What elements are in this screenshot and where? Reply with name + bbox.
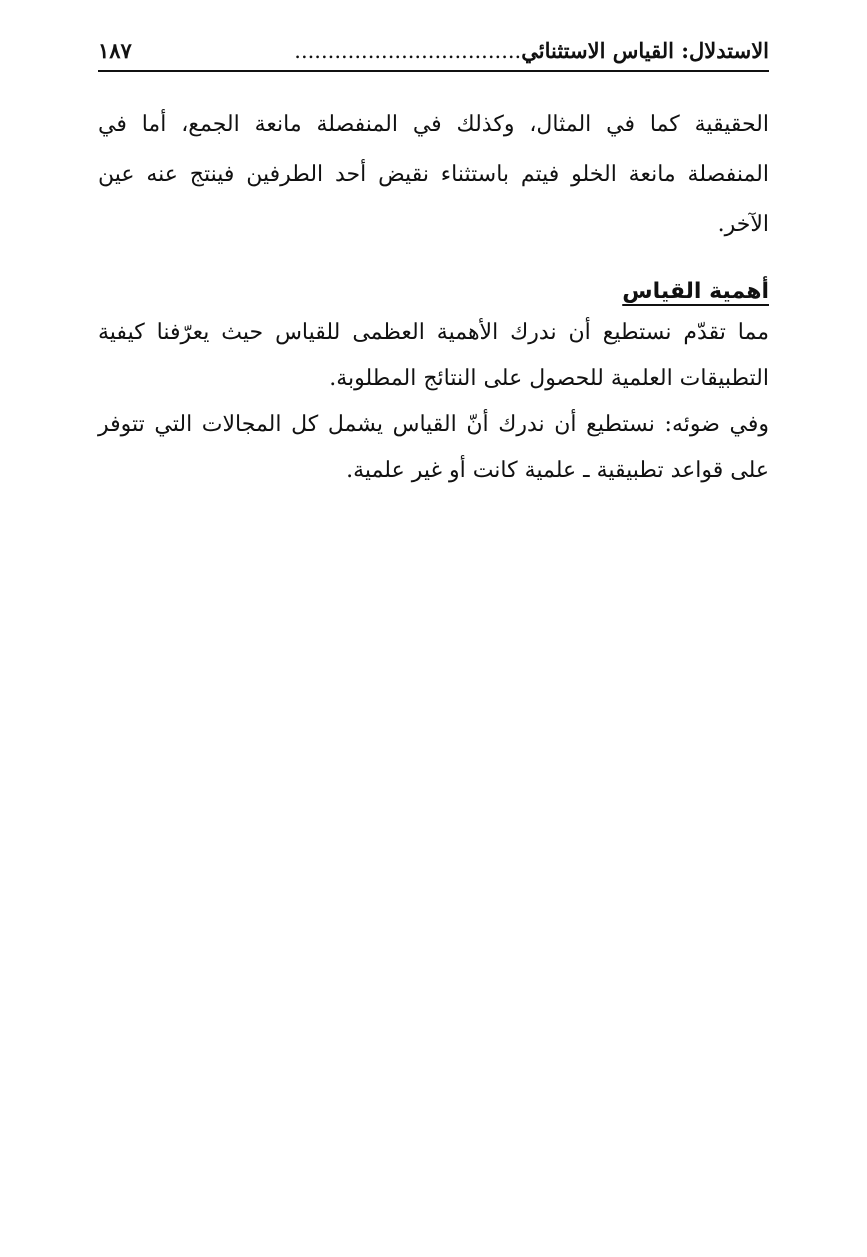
section-heading: أهمية القياس	[622, 279, 769, 304]
page-number: ١٨٧	[98, 38, 132, 63]
body-text	[98, 100, 769, 494]
header-rule	[98, 70, 769, 72]
paragraph-1: الحقيقية كما في المثال، وكذلك في المنفصلة مانعة الجمع، أما في المنفصلة مانعة الخلو فيتم باستثناء نقيض أحد الطرفين فينتج عنه عين الآخر.	[98, 112, 769, 237]
running-header	[98, 36, 769, 66]
paragraph-3: وفي ضوئه: نستطيع أن ندرك أنّ القياس يشمل كل المجالات التي تتوفر على قواعد تطبيقية ـ علمية كانت أو غير علمية.	[98, 412, 769, 483]
paragraph-2: مما تقدّم نستطيع أن ندرك الأهمية العظمى للقياس حيث يعرّفنا كيفية التطبيقات العلمية للحصول على النتائج المطلوبة.	[98, 320, 769, 391]
leader-dots: ..................................	[294, 39, 522, 63]
chapter-title: الاستدلال: القياس الاستثنائي	[521, 38, 769, 63]
